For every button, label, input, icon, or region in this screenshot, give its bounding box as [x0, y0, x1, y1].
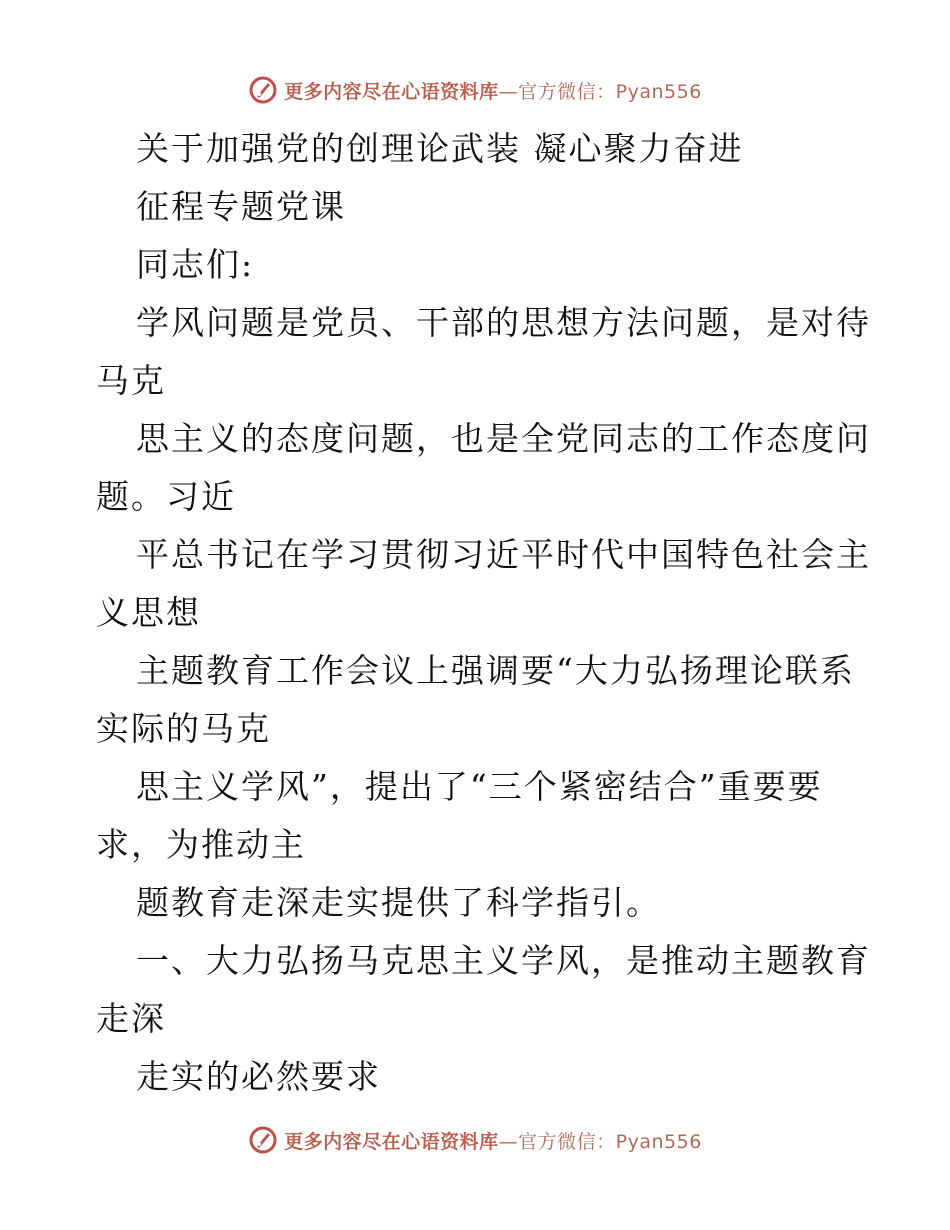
paragraph-line: 题教育走深走实提供了科学指引。 — [136, 883, 661, 922]
paragraph-line: 思主义的态度问题，也是全党同志的工作态度问 — [136, 419, 871, 458]
title-line-1: 关于加强党的创理论武装 凝心聚力奋进 — [136, 129, 744, 168]
footer-banner — [0, 1120, 950, 1160]
header-banner-text: 更多内容尽在心语资料库—官方微信：Pyan556 — [284, 80, 702, 103]
title-line-2: 征程专题党课 — [136, 187, 346, 226]
document-body — [96, 120, 871, 1106]
section-heading-line: 一、大力弘扬马克思主义学风，是推动主题教育 — [136, 941, 871, 980]
section-heading-line: 走实的必然要求 — [136, 1057, 381, 1096]
paragraph-line: 义思想 — [96, 593, 201, 632]
paragraph-line: 实际的马克 — [96, 709, 271, 748]
paragraph-line: 求，为推动主 — [96, 825, 306, 864]
paragraph-line: 马克 — [96, 361, 166, 400]
paragraph-line: 平总书记在学习贯彻习近平时代中国特色社会主 — [136, 535, 871, 574]
quill-logo-icon — [248, 1125, 278, 1155]
salutation: 同志们: — [136, 245, 255, 284]
paragraph-line: 思主义学风”，提出了“三个紧密结合”重要要 — [136, 767, 823, 806]
paragraph-line: 学风问题是党员、干部的思想方法问题，是对待 — [136, 303, 871, 342]
paragraph-line: 题。习近 — [96, 477, 236, 516]
footer-banner-text: 更多内容尽在心语资料库—官方微信：Pyan556 — [284, 1130, 702, 1153]
header-banner — [0, 70, 950, 110]
paragraph-line: 主题教育工作会议上强调要“大力弘扬理论联系 — [136, 651, 855, 690]
section-heading-line: 走深 — [96, 999, 166, 1038]
quill-logo-icon — [248, 75, 278, 105]
